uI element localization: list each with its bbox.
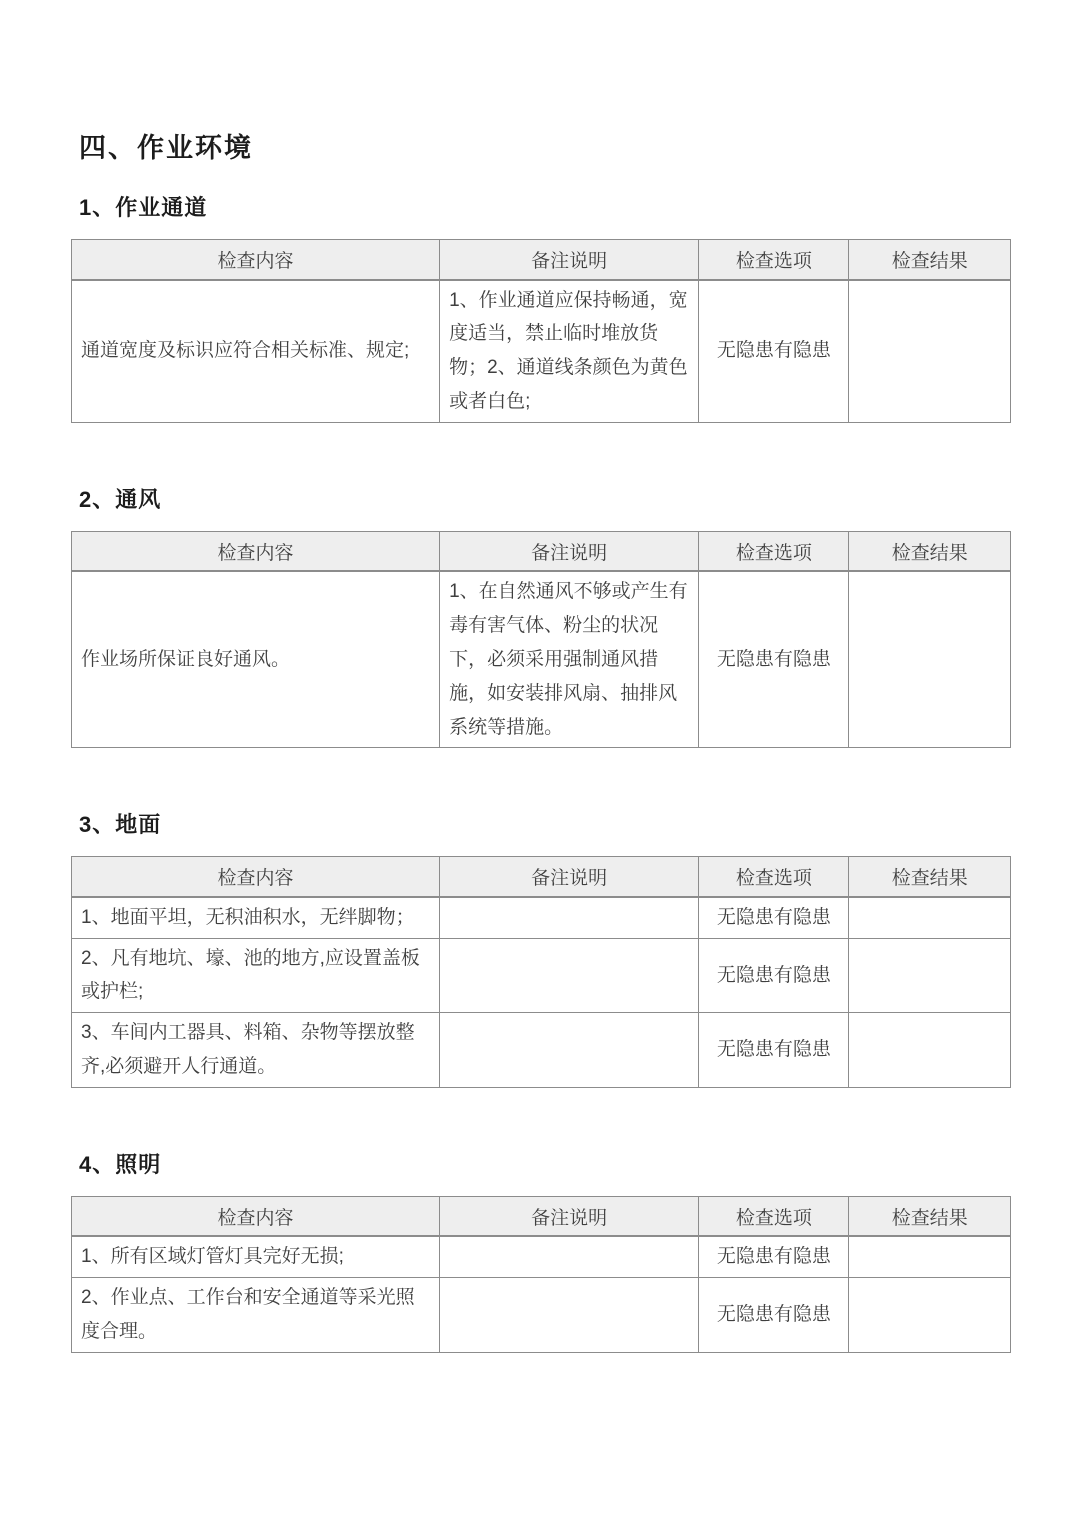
column-header-result: 检查结果 — [849, 1196, 1011, 1236]
cell-remark — [440, 938, 699, 1013]
table-header-row — [72, 531, 1011, 571]
cell-content: 1、所有区域灯管灯具完好无损; — [72, 1236, 440, 1277]
section-heading-ground: 3、地面 — [79, 812, 162, 838]
inspection-table-work-passage — [71, 239, 1011, 423]
cell-result — [849, 1013, 1011, 1088]
table-header-row — [72, 1196, 1011, 1236]
cell-content: 2、凡有地坑、壕、池的地方,应设置盖板或护栏; — [72, 938, 440, 1013]
cell-remark — [440, 1236, 699, 1277]
section-heading-ventilation: 2、通风 — [79, 486, 162, 512]
cell-options: 无隐患有隐患 — [699, 280, 849, 423]
table-row — [72, 1013, 1011, 1088]
column-header-remark: 备注说明 — [440, 240, 699, 280]
cell-options: 无隐患有隐患 — [699, 1278, 849, 1353]
section-work-passage — [71, 191, 1011, 423]
page-title: 四、作业环境 — [79, 133, 253, 163]
cell-remark — [440, 1013, 699, 1088]
table-row — [72, 897, 1011, 938]
cell-result — [849, 1278, 1011, 1353]
column-header-result: 检查结果 — [849, 240, 1011, 280]
inspection-table-ventilation — [71, 531, 1011, 749]
section-heading-work-passage: 1、作业通道 — [79, 195, 208, 220]
cell-result — [849, 571, 1011, 748]
column-header-content: 检查内容 — [72, 1196, 440, 1236]
cell-content: 1、地面平坦，无积油积水，无绊脚物； — [72, 897, 440, 938]
cell-remark: 1、作业通道应保持畅通，宽度适当，禁止临时堆放货物；2、通道线条颜色为黄色或者白色; — [440, 280, 699, 423]
inspection-table-ground — [71, 856, 1011, 1088]
cell-options: 无隐患有隐患 — [699, 938, 849, 1013]
table-row — [72, 1236, 1011, 1277]
table-row — [72, 938, 1011, 1013]
cell-result — [849, 280, 1011, 423]
cell-remark — [440, 897, 699, 938]
column-header-remark: 备注说明 — [440, 531, 699, 571]
column-header-options: 检查选项 — [699, 1196, 849, 1236]
table-header-row — [72, 857, 1011, 897]
section-ground — [71, 808, 1011, 1088]
inspection-table-lighting — [71, 1196, 1011, 1353]
cell-options: 无隐患有隐患 — [699, 1236, 849, 1277]
cell-result — [849, 938, 1011, 1013]
cell-options: 无隐患有隐患 — [699, 571, 849, 748]
table-row — [72, 280, 1011, 423]
section-ventilation — [71, 483, 1011, 749]
cell-options: 无隐患有隐患 — [699, 1013, 849, 1088]
column-header-options: 检查选项 — [699, 531, 849, 571]
column-header-result: 检查结果 — [849, 531, 1011, 571]
column-header-content: 检查内容 — [72, 857, 440, 897]
section-lighting — [71, 1148, 1011, 1353]
section-heading-lighting: 4、照明 — [79, 1151, 162, 1177]
cell-remark: 1、在自然通风不够或产生有毒有害气体、粉尘的状况下，必须采用强制通风措施，如安装排风扇、抽排风系统等措施。 — [440, 571, 699, 748]
column-header-content: 检查内容 — [72, 240, 440, 280]
table-row — [72, 571, 1011, 748]
cell-content: 3、车间内工器具、料箱、杂物等摆放整齐,必须避开人行通道。 — [72, 1013, 440, 1088]
column-header-remark: 备注说明 — [440, 1196, 699, 1236]
cell-remark — [440, 1278, 699, 1353]
table-header-row — [72, 240, 1011, 280]
column-header-options: 检查选项 — [699, 240, 849, 280]
column-header-remark: 备注说明 — [440, 857, 699, 897]
cell-result — [849, 1236, 1011, 1277]
cell-result — [849, 897, 1011, 938]
table-row — [72, 1278, 1011, 1353]
cell-options: 无隐患有隐患 — [699, 897, 849, 938]
cell-content: 2、作业点、工作台和安全通道等采光照度合理。 — [72, 1278, 440, 1353]
column-header-result: 检查结果 — [849, 857, 1011, 897]
column-header-options: 检查选项 — [699, 857, 849, 897]
column-header-content: 检查内容 — [72, 531, 440, 571]
cell-content: 作业场所保证良好通风。 — [72, 571, 440, 748]
cell-content: 通道宽度及标识应符合相关标准、规定; — [72, 280, 440, 423]
